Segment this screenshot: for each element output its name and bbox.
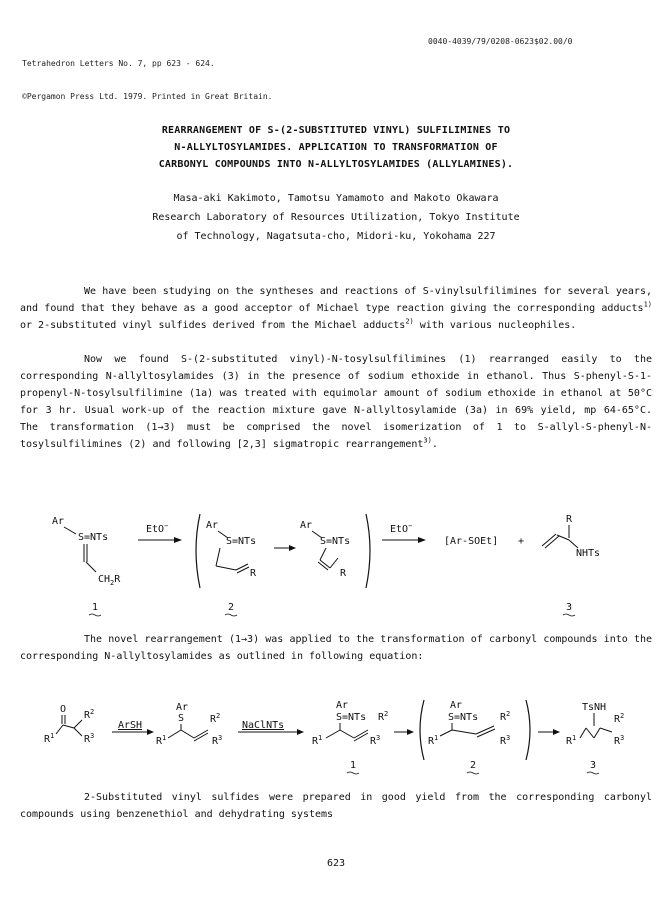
compound-ref: 1 [496, 421, 503, 433]
r-label: R [340, 568, 347, 579]
r-label: R [566, 514, 573, 525]
nhts-label: NHTs [576, 548, 601, 559]
p2-text-e: ) in 69% yield, mp 64-65°C. The transformation ( [20, 404, 652, 433]
reagent-ethoxide: EtO− [390, 522, 413, 535]
bracket-left [196, 514, 200, 588]
r2-label: $R^2$ [378, 710, 389, 723]
compound-ref: 3 [227, 370, 234, 382]
compound-label-3: 3 [590, 760, 597, 771]
p3-text-b: ) was applied to the transformation of carbonyl compounds into the corresponding N-allyltosylamides as outlined in following equation: [20, 634, 653, 662]
aryl-label: Ar [300, 520, 313, 531]
aryl-label: Ar [450, 700, 463, 711]
r2-label: $R^2$ [500, 710, 511, 723]
byproduct-label: [Ar-SOEt] [444, 536, 499, 547]
r1-label: $R^1$ [312, 734, 323, 747]
authors-block [0, 189, 672, 246]
sulfilimine-label: S=NTs [448, 712, 479, 723]
ref-3: 3) [423, 436, 432, 445]
paragraph-1 [20, 284, 652, 335]
p2-text-h: ) and following [2,3] sigmatropic rearrangement [140, 438, 424, 450]
reagent-ethoxide: EtO− [146, 522, 169, 535]
compound-ref: 2 [134, 438, 141, 450]
r2-label: $R^2$ [614, 712, 625, 725]
aryl-label: Ar [206, 520, 219, 531]
reaction-scheme-1 [0, 510, 672, 620]
compound-label-1: 1 [92, 602, 99, 613]
sulfilimine-label: S=NTs [226, 536, 257, 547]
arrow-head [297, 729, 304, 735]
title-line-1: REARRANGEMENT OF S-(2-SUBSTITUTED VINYL) SULFILIMINES TO [161, 125, 511, 136]
ch2r-label: $CH_2R$ [98, 574, 121, 587]
author-names: Masa-aki Kakimoto, Tamotsu Yamamoto and Makoto Okawara [173, 193, 499, 204]
r2-label: $R^2$ [84, 708, 95, 721]
bracket-right [526, 700, 530, 760]
arrow-head [174, 537, 182, 543]
paragraph-3 [20, 632, 652, 666]
p2-text-f: ) must be comprised the novel isomerization of [169, 421, 497, 433]
tsnh-label: TsNH [582, 702, 607, 713]
r1-label: $R^1$ [44, 732, 55, 745]
p2-text-g: to S-allyl-S-phenyl-N-tosylsulfilimines ( [20, 421, 652, 450]
p2-text-b: ) rearranged easily to the corresponding N-allyltosylamides ( [20, 354, 652, 382]
r3-label: $R^3$ [370, 734, 381, 747]
compound-label-3: 3 [566, 602, 573, 613]
ref-2: 2) [405, 317, 414, 326]
compound-label-2: 2 [470, 760, 477, 771]
r-label: R [250, 568, 257, 579]
aryl-label: Ar [52, 516, 65, 527]
p2-text-a: Now we found S-(2-substituted vinyl)-N-tosylsulfilimines ( [84, 354, 465, 365]
plus-sign: + [518, 536, 525, 547]
r3-label: $R^3$ [212, 734, 223, 747]
paragraph-2 [20, 352, 652, 453]
title-line-3: CARBONYL COMPOUNDS INTO N-ALLYLTOSYLAMIDES (ALLYLAMINES). [158, 159, 514, 170]
p1-text-b: or 2-substituted vinyl sulfides derived from the Michael adducts [20, 319, 406, 331]
r3-label: $R^3$ [614, 734, 625, 747]
p2-text-d: ) was treated with equimolar amount of sodium ethoxide in ethanol at 50°C for 3 hr. Usual work-up of the reaction mixture gave N-allyltosylamide ( [20, 387, 652, 416]
sulfur-label: S [178, 713, 185, 724]
arrow-head [553, 729, 560, 735]
arrow-head [418, 537, 426, 543]
p1-text-a: We have been studying on the syntheses and reactions of S-vinylsulfilimines for several years, and found that they behave as a good acceptor of Michael type reaction giving the corresponding adducts [20, 286, 652, 314]
p2-text-c: ) in the presence of sodium ethoxide in ethanol. Thus S-phenyl-S-1-propenyl-N-tosylsulfilimine ( [20, 370, 653, 399]
p1-text-c: with various nucleophiles. [413, 319, 577, 331]
bracket-left [420, 700, 424, 760]
r3-label: $R^3$ [84, 732, 95, 745]
r3-label: $R^3$ [500, 734, 511, 747]
compound-label-2: 2 [228, 602, 235, 613]
aryl-label: Ar [176, 702, 189, 713]
reagent-chloramine-t: NaClNTs [242, 720, 285, 731]
affiliation-line-2: of Technology, Nagatsuta-cho, Midori-ku, Yokohama 227 [176, 231, 496, 242]
compound-ref: 1a [195, 387, 208, 399]
title-line-2: N-ALLYLTOSYLAMIDES. APPLICATION TO TRANSFORMATION OF [174, 142, 498, 153]
affiliation-line-1: Research Laboratory of Resources Utilization, Tokyo Institute [152, 212, 520, 223]
arrow-head [147, 729, 154, 735]
arrow-head [289, 545, 296, 551]
conversion-ref: 1→3 [235, 634, 254, 645]
sulfilimine-label: S=NTs [320, 536, 351, 547]
r1-label: $R^1$ [566, 734, 577, 747]
oxygen-label: O [60, 704, 67, 715]
sulfilimine-label: S=NTs [336, 712, 367, 723]
p3-text-a: The novel rearrangement ( [84, 634, 235, 645]
sulfilimine-label: S=NTs [78, 532, 109, 543]
compound-ref: 3a [469, 404, 482, 416]
p2-text-i: . [431, 438, 438, 450]
compound-label-1: 1 [350, 760, 357, 771]
bracket-right [366, 514, 370, 588]
r2-label: $R^2$ [210, 712, 221, 725]
article-title [0, 122, 672, 173]
paragraph-4: 2-Substituted vinyl sulfides were prepared in good yield from the corresponding carbonyl compounds using benzenethiol and dehydrating systems [20, 792, 652, 820]
ref-1: 1) [643, 300, 652, 309]
conversion-ref: 1→3 [151, 421, 170, 433]
r1-label: $R^1$ [156, 734, 167, 747]
publisher-line: ©Pergamon Press Ltd. 1979. Printed in Great Britain. [22, 92, 273, 101]
r1-label: $R^1$ [428, 734, 439, 747]
aryl-label: Ar [336, 700, 349, 711]
reaction-scheme-2 [0, 698, 672, 788]
page-number: 623 [326, 858, 346, 869]
article-code: 0040-4039/79/0208-0623$02.00/0 [428, 37, 573, 46]
reagent-arsh: ArSH [118, 720, 143, 731]
journal-line: Tetrahedron Letters No. 7, pp 623 - 624. [22, 59, 215, 68]
arrow-head [407, 729, 414, 735]
journal-citation [22, 36, 272, 113]
compound-ref: 1 [464, 354, 471, 365]
